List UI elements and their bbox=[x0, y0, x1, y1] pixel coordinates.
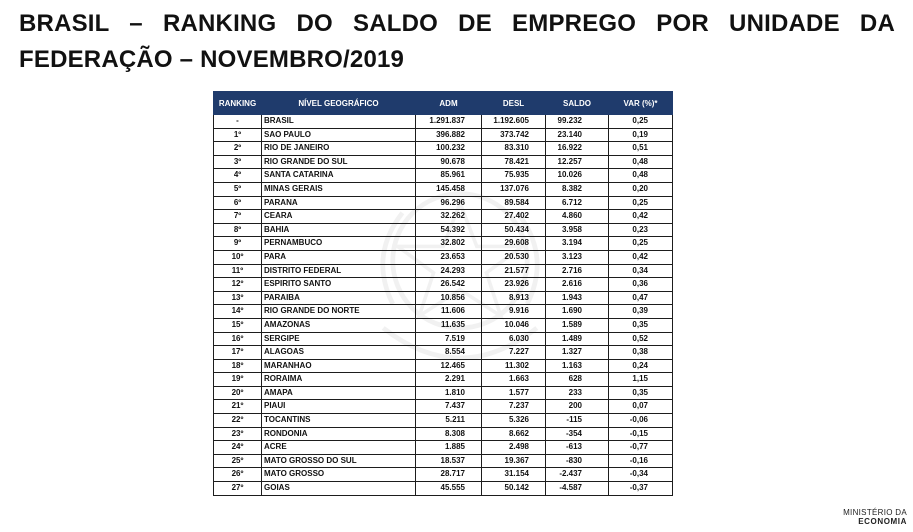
header-desl: DESL bbox=[482, 92, 546, 115]
cell-ranking: 25º bbox=[214, 454, 262, 468]
cell-adm: 8.308 bbox=[416, 427, 482, 441]
cell-ranking: 7º bbox=[214, 210, 262, 224]
cell-desl: 6.030 bbox=[482, 332, 546, 346]
cell-adm: 26.542 bbox=[416, 278, 482, 292]
header-ranking: RANKING bbox=[214, 92, 262, 115]
table-row bbox=[214, 454, 673, 468]
cell-saldo: 8.382 bbox=[546, 182, 609, 196]
cell-adm: 1.810 bbox=[416, 386, 482, 400]
cell-adm: 24.293 bbox=[416, 264, 482, 278]
cell-nivel-geografico: GOIAS bbox=[262, 482, 416, 496]
cell-saldo: 3.958 bbox=[546, 223, 609, 237]
cell-adm: 32.262 bbox=[416, 210, 482, 224]
cell-adm: 2.291 bbox=[416, 373, 482, 387]
ministry-logo bbox=[843, 508, 907, 526]
cell-var: -0,06 bbox=[609, 414, 673, 428]
cell-desl: 89.584 bbox=[482, 196, 546, 210]
cell-nivel-geografico: MATO GROSSO DO SUL bbox=[262, 454, 416, 468]
cell-adm: 8.554 bbox=[416, 346, 482, 360]
cell-ranking: 12º bbox=[214, 278, 262, 292]
cell-var: 0,07 bbox=[609, 400, 673, 414]
ranking-table-container bbox=[213, 91, 673, 496]
cell-saldo: 2.616 bbox=[546, 278, 609, 292]
cell-saldo: 99.232 bbox=[546, 115, 609, 129]
cell-saldo: -830 bbox=[546, 454, 609, 468]
cell-nivel-geografico: MATO GROSSO bbox=[262, 468, 416, 482]
cell-ranking: 5º bbox=[214, 182, 262, 196]
cell-adm: 23.653 bbox=[416, 250, 482, 264]
table-row bbox=[214, 237, 673, 251]
table-row bbox=[214, 441, 673, 455]
table-row bbox=[214, 359, 673, 373]
cell-saldo: 12.257 bbox=[546, 155, 609, 169]
cell-ranking: 15º bbox=[214, 318, 262, 332]
footer-line1: MINISTÉRIO DA bbox=[843, 508, 907, 517]
cell-saldo: -4.587 bbox=[546, 482, 609, 496]
cell-var: 0,25 bbox=[609, 237, 673, 251]
table-row bbox=[214, 182, 673, 196]
cell-nivel-geografico: AMAZONAS bbox=[262, 318, 416, 332]
cell-desl: 1.663 bbox=[482, 373, 546, 387]
footer-line2: ECONOMIA bbox=[858, 517, 907, 526]
cell-adm: 54.392 bbox=[416, 223, 482, 237]
cell-var: 0,48 bbox=[609, 169, 673, 183]
header-nivel-geografico: NÍVEL GEOGRÁFICO bbox=[262, 92, 416, 115]
cell-desl: 1.577 bbox=[482, 386, 546, 400]
table-row bbox=[214, 346, 673, 360]
table-row bbox=[214, 400, 673, 414]
table-row bbox=[214, 291, 673, 305]
cell-var: 0,51 bbox=[609, 142, 673, 156]
cell-adm: 32.802 bbox=[416, 237, 482, 251]
cell-adm: 396.882 bbox=[416, 128, 482, 142]
cell-var: 0,23 bbox=[609, 223, 673, 237]
cell-nivel-geografico: SERGIPE bbox=[262, 332, 416, 346]
cell-saldo: 1.327 bbox=[546, 346, 609, 360]
cell-desl: 19.367 bbox=[482, 454, 546, 468]
cell-saldo: 2.716 bbox=[546, 264, 609, 278]
table-row bbox=[214, 332, 673, 346]
cell-adm: 90.678 bbox=[416, 155, 482, 169]
cell-saldo: 4.860 bbox=[546, 210, 609, 224]
cell-var: 0,38 bbox=[609, 346, 673, 360]
cell-adm: 1.885 bbox=[416, 441, 482, 455]
cell-saldo: 16.922 bbox=[546, 142, 609, 156]
cell-desl: 23.926 bbox=[482, 278, 546, 292]
cell-ranking: - bbox=[214, 115, 262, 129]
table-row bbox=[214, 482, 673, 496]
cell-nivel-geografico: DISTRITO FEDERAL bbox=[262, 264, 416, 278]
cell-var: 0,42 bbox=[609, 250, 673, 264]
cell-ranking: 8º bbox=[214, 223, 262, 237]
cell-ranking: 1º bbox=[214, 128, 262, 142]
cell-adm: 45.555 bbox=[416, 482, 482, 496]
cell-saldo: 1.589 bbox=[546, 318, 609, 332]
cell-ranking: 16º bbox=[214, 332, 262, 346]
cell-nivel-geografico: SANTA CATARINA bbox=[262, 169, 416, 183]
cell-nivel-geografico: PARANA bbox=[262, 196, 416, 210]
cell-var: -0,16 bbox=[609, 454, 673, 468]
table-row bbox=[214, 305, 673, 319]
table-row bbox=[214, 155, 673, 169]
cell-ranking: 24º bbox=[214, 441, 262, 455]
cell-var: 0,48 bbox=[609, 155, 673, 169]
cell-var: 0,36 bbox=[609, 278, 673, 292]
cell-nivel-geografico: ACRE bbox=[262, 441, 416, 455]
table-row bbox=[214, 169, 673, 183]
cell-adm: 28.717 bbox=[416, 468, 482, 482]
cell-saldo: 1.943 bbox=[546, 291, 609, 305]
cell-var: 0,20 bbox=[609, 182, 673, 196]
cell-desl: 11.302 bbox=[482, 359, 546, 373]
cell-nivel-geografico: MARANHAO bbox=[262, 359, 416, 373]
cell-saldo: 3.194 bbox=[546, 237, 609, 251]
table-row bbox=[214, 128, 673, 142]
cell-desl: 78.421 bbox=[482, 155, 546, 169]
cell-adm: 85.961 bbox=[416, 169, 482, 183]
cell-var: -0,37 bbox=[609, 482, 673, 496]
table-row bbox=[214, 142, 673, 156]
cell-var: 1,15 bbox=[609, 373, 673, 387]
cell-saldo: 6.712 bbox=[546, 196, 609, 210]
cell-ranking: 18º bbox=[214, 359, 262, 373]
cell-saldo: 1.163 bbox=[546, 359, 609, 373]
cell-saldo: 200 bbox=[546, 400, 609, 414]
cell-nivel-geografico: RIO GRANDE DO NORTE bbox=[262, 305, 416, 319]
cell-adm: 5.211 bbox=[416, 414, 482, 428]
table-row bbox=[214, 278, 673, 292]
cell-ranking: 10º bbox=[214, 250, 262, 264]
cell-nivel-geografico: TOCANTINS bbox=[262, 414, 416, 428]
cell-ranking: 21º bbox=[214, 400, 262, 414]
cell-nivel-geografico: PIAUI bbox=[262, 400, 416, 414]
cell-desl: 50.434 bbox=[482, 223, 546, 237]
cell-ranking: 19º bbox=[214, 373, 262, 387]
cell-nivel-geografico: BAHIA bbox=[262, 223, 416, 237]
cell-saldo: 233 bbox=[546, 386, 609, 400]
ranking-table bbox=[213, 91, 673, 496]
cell-desl: 7.227 bbox=[482, 346, 546, 360]
cell-desl: 9.916 bbox=[482, 305, 546, 319]
cell-adm: 7.437 bbox=[416, 400, 482, 414]
cell-desl: 21.577 bbox=[482, 264, 546, 278]
cell-adm: 11.606 bbox=[416, 305, 482, 319]
cell-nivel-geografico: MINAS GERAIS bbox=[262, 182, 416, 196]
cell-desl: 373.742 bbox=[482, 128, 546, 142]
table-row bbox=[214, 386, 673, 400]
cell-ranking: 6º bbox=[214, 196, 262, 210]
cell-desl: 20.530 bbox=[482, 250, 546, 264]
table-row bbox=[214, 196, 673, 210]
cell-var: 0,35 bbox=[609, 318, 673, 332]
cell-adm: 100.232 bbox=[416, 142, 482, 156]
cell-ranking: 11º bbox=[214, 264, 262, 278]
cell-adm: 96.296 bbox=[416, 196, 482, 210]
cell-desl: 5.326 bbox=[482, 414, 546, 428]
cell-nivel-geografico: RIO GRANDE DO SUL bbox=[262, 155, 416, 169]
header-saldo: SALDO bbox=[546, 92, 609, 115]
cell-desl: 50.142 bbox=[482, 482, 546, 496]
cell-var: 0,19 bbox=[609, 128, 673, 142]
cell-desl: 31.154 bbox=[482, 468, 546, 482]
cell-ranking: 3º bbox=[214, 155, 262, 169]
cell-ranking: 9º bbox=[214, 237, 262, 251]
table-row bbox=[214, 318, 673, 332]
table-row bbox=[214, 373, 673, 387]
cell-var: 0,25 bbox=[609, 115, 673, 129]
cell-adm: 145.458 bbox=[416, 182, 482, 196]
cell-ranking: 23º bbox=[214, 427, 262, 441]
cell-ranking: 13º bbox=[214, 291, 262, 305]
cell-var: 0,34 bbox=[609, 264, 673, 278]
cell-nivel-geografico: ALAGOAS bbox=[262, 346, 416, 360]
header-var: VAR (%)* bbox=[609, 92, 673, 115]
cell-var: 0,24 bbox=[609, 359, 673, 373]
cell-ranking: 2º bbox=[214, 142, 262, 156]
cell-adm: 12.465 bbox=[416, 359, 482, 373]
cell-saldo: -2.437 bbox=[546, 468, 609, 482]
cell-nivel-geografico: AMAPA bbox=[262, 386, 416, 400]
cell-saldo: 3.123 bbox=[546, 250, 609, 264]
cell-desl: 29.608 bbox=[482, 237, 546, 251]
cell-desl: 75.935 bbox=[482, 169, 546, 183]
cell-ranking: 4º bbox=[214, 169, 262, 183]
table-row bbox=[214, 250, 673, 264]
cell-adm: 7.519 bbox=[416, 332, 482, 346]
cell-saldo: -115 bbox=[546, 414, 609, 428]
cell-ranking: 26º bbox=[214, 468, 262, 482]
cell-var: -0,77 bbox=[609, 441, 673, 455]
header-adm: ADM bbox=[416, 92, 482, 115]
cell-adm: 1.291.837 bbox=[416, 115, 482, 129]
cell-nivel-geografico: BRASIL bbox=[262, 115, 416, 129]
cell-desl: 8.662 bbox=[482, 427, 546, 441]
cell-var: 0,25 bbox=[609, 196, 673, 210]
cell-ranking: 17º bbox=[214, 346, 262, 360]
cell-nivel-geografico: RIO DE JANEIRO bbox=[262, 142, 416, 156]
table-row bbox=[214, 264, 673, 278]
cell-nivel-geografico: PERNAMBUCO bbox=[262, 237, 416, 251]
cell-desl: 1.192.605 bbox=[482, 115, 546, 129]
cell-var: -0,15 bbox=[609, 427, 673, 441]
cell-ranking: 14º bbox=[214, 305, 262, 319]
cell-nivel-geografico: RORAIMA bbox=[262, 373, 416, 387]
cell-var: 0,52 bbox=[609, 332, 673, 346]
cell-desl: 137.076 bbox=[482, 182, 546, 196]
cell-ranking: 27º bbox=[214, 482, 262, 496]
cell-desl: 2.498 bbox=[482, 441, 546, 455]
table-body bbox=[214, 115, 673, 496]
cell-saldo: 1.690 bbox=[546, 305, 609, 319]
cell-desl: 8.913 bbox=[482, 291, 546, 305]
table-row bbox=[214, 414, 673, 428]
table-header-row bbox=[214, 92, 673, 115]
cell-ranking: 22º bbox=[214, 414, 262, 428]
cell-desl: 7.237 bbox=[482, 400, 546, 414]
cell-var: 0,35 bbox=[609, 386, 673, 400]
cell-adm: 11.635 bbox=[416, 318, 482, 332]
cell-var: 0,47 bbox=[609, 291, 673, 305]
cell-adm: 18.537 bbox=[416, 454, 482, 468]
cell-var: 0,42 bbox=[609, 210, 673, 224]
cell-var: -0,34 bbox=[609, 468, 673, 482]
cell-desl: 10.046 bbox=[482, 318, 546, 332]
cell-nivel-geografico: PARA bbox=[262, 250, 416, 264]
cell-saldo: 10.026 bbox=[546, 169, 609, 183]
table-row bbox=[214, 223, 673, 237]
cell-desl: 27.402 bbox=[482, 210, 546, 224]
table-row bbox=[214, 115, 673, 129]
cell-nivel-geografico: SAO PAULO bbox=[262, 128, 416, 142]
table-row bbox=[214, 427, 673, 441]
cell-saldo: -613 bbox=[546, 441, 609, 455]
cell-nivel-geografico: CEARA bbox=[262, 210, 416, 224]
cell-saldo: 628 bbox=[546, 373, 609, 387]
cell-saldo: 23.140 bbox=[546, 128, 609, 142]
cell-var: 0,39 bbox=[609, 305, 673, 319]
cell-saldo: -354 bbox=[546, 427, 609, 441]
cell-ranking: 20º bbox=[214, 386, 262, 400]
cell-saldo: 1.489 bbox=[546, 332, 609, 346]
table-row bbox=[214, 210, 673, 224]
cell-adm: 10.856 bbox=[416, 291, 482, 305]
page-title: BRASIL – RANKING DO SALDO DE EMPREGO POR UNIDADE DA FEDERAÇÃO – NOVEMBRO/2019 bbox=[19, 10, 895, 73]
table-row bbox=[214, 468, 673, 482]
cell-nivel-geografico: RONDONIA bbox=[262, 427, 416, 441]
cell-nivel-geografico: ESPIRITO SANTO bbox=[262, 278, 416, 292]
cell-desl: 83.310 bbox=[482, 142, 546, 156]
cell-nivel-geografico: PARAIBA bbox=[262, 291, 416, 305]
